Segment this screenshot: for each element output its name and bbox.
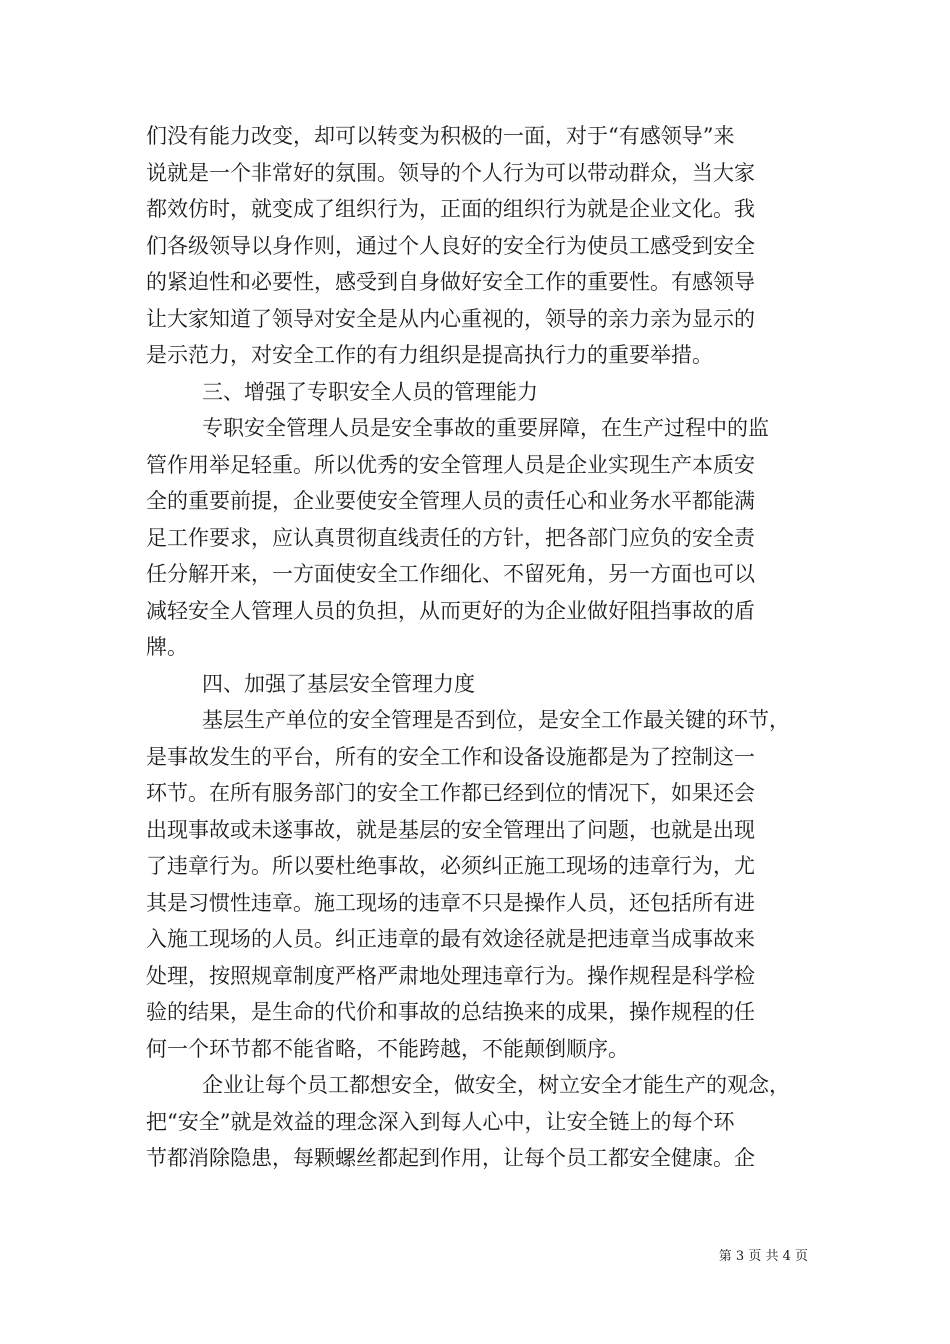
text-line: 入施工现场的人员。纠正违章的最有效途径就是把违章当成事故来	[146, 927, 755, 951]
body-text	[146, 118, 808, 1177]
text-line: 把“安全”就是效益的理念深入到每人心中，让安全链上的每个环	[146, 1109, 735, 1134]
text-line: 减轻安全人管理人员的负担，从而更好的为企业做好阻挡事故的盾	[146, 598, 755, 623]
text-line: 出现事故或未遂事故，就是基层的安全管理出了问题，也就是出现	[146, 817, 755, 842]
text-line: 其是习惯性违章。施工现场的违章不只是操作人员，还包括所有进	[146, 890, 755, 915]
text-line: 验的结果，是生命的代价和事故的总结换来的成果，操作规程的任	[146, 1000, 755, 1024]
section-heading: 三、增强了专职安全人员的管理能力	[202, 379, 538, 404]
text-line: 的紧迫性和必要性，感受到自身做好安全工作的重要性。有感领导	[146, 270, 755, 294]
text-line: 们没有能力改变，却可以转变为积极的一面，对于“有感领导”来	[146, 124, 735, 148]
text-line: 管作用举足轻重。所以优秀的安全管理人员是企业实现生产本质安	[146, 452, 755, 477]
text-line: 任分解开来，一方面使安全工作细化、不留死角，另一方面也可以	[146, 562, 755, 586]
page-number-footer: 第 3 页 共 4 页	[718, 1249, 808, 1264]
text-line: 处理，按照规章制度严格严肃地处理违章行为。操作规程是科学检	[146, 963, 755, 988]
text-line: 牌。	[146, 635, 188, 659]
paragraph-first-line: 企业让每个员工都想安全，做安全，树立安全才能生产的观念，	[202, 1073, 790, 1097]
text-line: 是事故发生的平台，所有的安全工作和设备设施都是为了控制这一	[146, 744, 755, 769]
text-line: 说就是一个非常好的氛围。领导的个人行为可以带动群众，当大家	[146, 160, 755, 185]
text-line: 了违章行为。所以要杜绝事故，必须纠正施工现场的违章行为，尤	[146, 854, 755, 878]
paragraph-first-line: 基层生产单位的安全管理是否到位，是安全工作最关键的环节，	[202, 708, 790, 732]
text-line: 是示范力，对安全工作的有力组织是提高执行力的重要举措。	[146, 343, 713, 367]
text-line: 们各级领导以身作则，通过个人良好的安全行为使员工感受到安全	[146, 233, 755, 258]
text-line: 足工作要求，应认真贯彻直线责任的方针，把各部门应负的安全责	[146, 525, 755, 550]
text-line: 全的重要前提，企业要使安全管理人员的责任心和业务水平都能满	[146, 489, 755, 513]
text-line: 让大家知道了领导对安全是从内心重视的，领导的亲力亲为显示的	[146, 306, 755, 331]
paragraph-first-line: 专职安全管理人员是安全事故的重要屏障，在生产过程中的监	[202, 416, 769, 440]
text-line: 节都消除隐患，每颗螺丝都起到作用，让每个员工都安全健康。企	[146, 1146, 755, 1170]
text-line: 都效仿时，就变成了组织行为，正面的组织行为就是企业文化。我	[146, 197, 755, 221]
text-line: 环节。在所有服务部门的安全工作都已经到位的情况下，如果还会	[146, 781, 755, 805]
section-heading: 四、加强了基层安全管理力度	[202, 671, 475, 696]
text-line: 何一个环节都不能省略，不能跨越，不能颠倒顺序。	[146, 1036, 629, 1061]
